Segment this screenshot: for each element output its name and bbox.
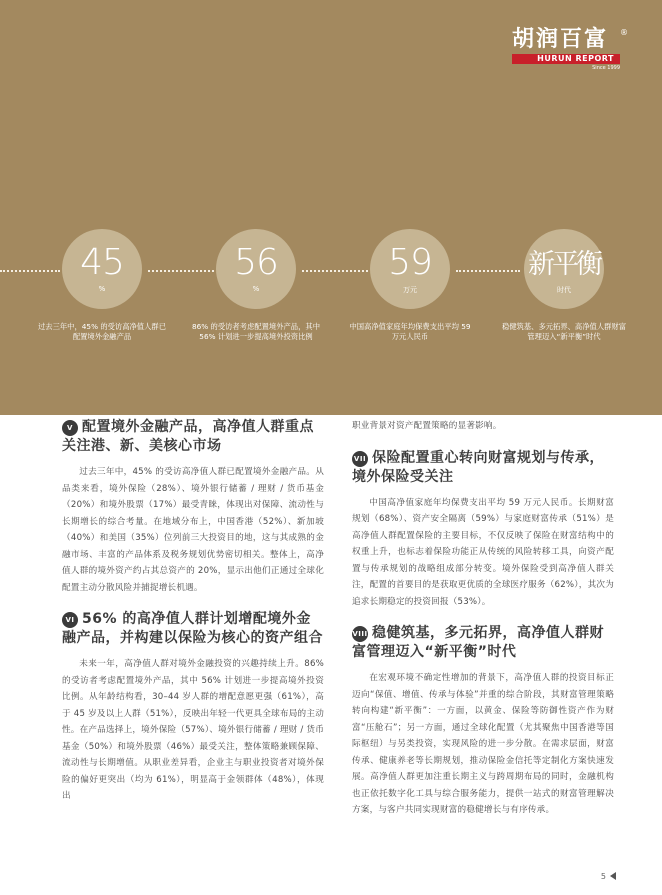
section-heading-viii [352, 624, 614, 662]
section-badge: VI [62, 612, 78, 628]
logo-registered-mark: ® [620, 28, 628, 37]
section-heading-vii [352, 449, 614, 487]
stat-circle-59 [370, 229, 450, 309]
section-badge: VIII [352, 626, 368, 642]
right-column [352, 418, 614, 819]
dotted-connector [456, 270, 520, 272]
section-heading-vi [62, 610, 324, 648]
section-title: 配置境外金融产品，高净值人群重点关注港、新、美核心市场 [62, 419, 314, 454]
left-column [62, 418, 324, 805]
section-body: 过去三年中，45% 的受访高净值人群已配置境外金融产品。从品类来看，境外保险（28%）、境外银行储蓄 / 理财 / 货币基金（20%）和境外股票（17%）最受青睐，体现出对保障、流动性与长期增长的综合考量。在地域分布上，中国香港（52%）、新加坡（40%）和美国（35%）位列前三大投资目的地，这与其成熟的金融市场、丰富的产品体系及税务规划优势密切相关。整体上，高净值人群的境外资产约占其总资产的 20%，显示出他们正通过全球化配置主动分散风险并捕捉增长机遇。 [62, 467, 324, 593]
section-body: 未来一年，高净值人群对境外金融投资的兴趣持续上升。86% 的受访者考虑配置境外产品，其中 56% 计划进一步提高境外投资比例。从年龄结构看，30–44 岁人群的增配意愿更强（61%），高于 45 岁及以上人群（51%），反映出年轻一代更具全球布局的主动性。在产品选择上，境外保险（57%）、境外银行储蓄 / 理财 / 货币基金（50%）和境外股票（46%）最受关注，整体策略兼顾保障、流动性与长期增值。从职业差异看，企业主与职业投资者对境外保险的偏好更突出（均为 61%），明显高于金领群体（48%），体现出 [62, 659, 324, 801]
stat-circle-56 [216, 229, 296, 309]
section-badge: V [62, 420, 78, 436]
page-footer [601, 872, 616, 881]
triangle-left-icon [610, 872, 616, 880]
dotted-connector [0, 270, 60, 272]
stat-caption: 86% 的受访者考虑配置境外产品，其中 56% 计划进一步提高境外投资比例 [192, 322, 320, 341]
stat-value: 56 [234, 242, 278, 283]
section-badge: VII [352, 451, 368, 467]
logo-english-bar: HURUN REPORT [512, 54, 620, 64]
section-title: 保险配置重心转向财富规划与传承，境外保险受关注 [352, 449, 604, 485]
stat-unit: 时代 [557, 286, 571, 294]
section-title: 56% 的高净值人群计划增配境外金融产品，并构建以保险为核心的资产组合 [62, 611, 323, 646]
section-body-continued: 职业背景对资产配置策略的显著影响。 [352, 421, 502, 431]
stat-unit: % [252, 285, 260, 293]
stat-value: 45 [80, 242, 124, 283]
logo-since: Since 1999 [592, 65, 620, 71]
stat-caption: 中国高净值家庭年均保费支出平均 59 万元人民币 [349, 322, 471, 341]
section-body: 中国高净值家庭年均保费支出平均 59 万元人民币。长期财富规划（68%）、资产安全隔离（59%）与家庭财富传承（51%）是高净值人群配置保险的主要目标，不仅反映了保险在财富结构中的权重上升，也标志着保险功能正从传统的风险转移工具，向资产配置与传承规划的战略组成部分转变。境外保险受到高净值人群关注，配置的首要目的是获取更优质的全球医疗服务（62%），其次为追求长期稳定的投资回报（53%）。 [352, 497, 614, 607]
stat-circle-45 [62, 229, 142, 309]
dotted-connector [148, 270, 214, 272]
logo-chinese: 胡润百富 [512, 27, 609, 52]
section-body: 在宏观环境不确定性增加的背景下，高净值人群的投资目标正迈向“保值、增值、传承与体验”并重的综合阶段，其财富管理策略转向构建“新平衡”：一方面，以黄金、保险等防御性资产作为财富“压舱石”；另一方面，通过全球化配置（尤其聚焦中国香港等国际枢纽）与另类投资，实现风险的进一步分散。在需求层面，财富传承、健康养老等长期规划，推动保险金信托等定制化方案快速发展。高净值人群更加注重长期主义与跨周期布局的同时，金融机构也正依托数字化工具与综合服务能力，提供一站式的财富管理解决方案，与客户共同实现财富的稳健增长与有序传承。 [352, 673, 614, 815]
hurun-logo [512, 27, 628, 71]
stat-unit: 万元 [403, 286, 417, 294]
section-title: 稳健筑基，多元拓界，高净值人群财富管理迈入“新平衡”时代 [352, 625, 604, 660]
stat-value: 59 [388, 242, 432, 283]
stat-caption: 稳健筑基、多元拓界、高净值人群财富管理迈入“新平衡”时代 [501, 322, 627, 341]
stat-value: 新平衡 [528, 249, 600, 280]
stat-caption: 过去三年中，45% 的受访高净值人群已配置境外金融产品 [38, 322, 166, 341]
stat-circle-new-balance [524, 229, 604, 309]
page-number: 5 [600, 872, 606, 881]
dotted-connector [302, 270, 368, 272]
section-heading-v [62, 418, 324, 456]
stat-unit: % [98, 285, 106, 293]
